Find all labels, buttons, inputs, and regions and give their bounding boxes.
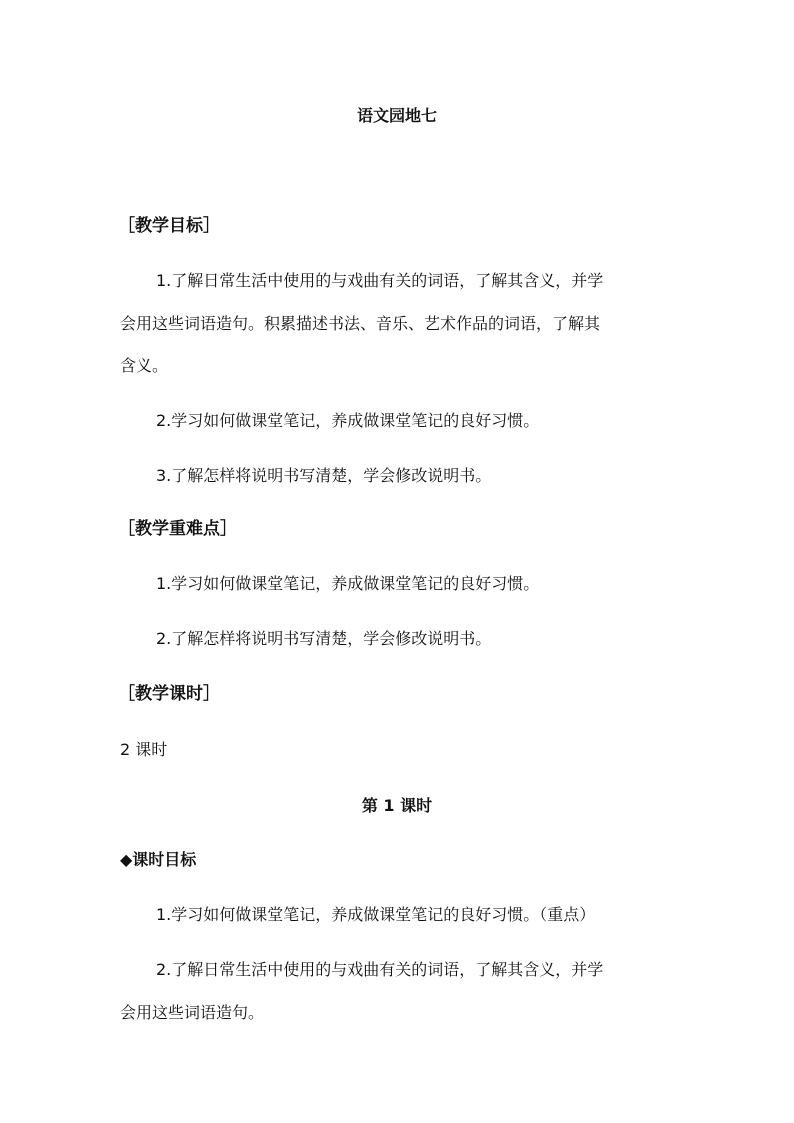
- goal-item-1-line-3: 含义。: [120, 356, 169, 375]
- goal-item-3: 3.了解怎样将说明书写清楚，学会修改说明书。: [156, 466, 492, 485]
- lesson-objective-2-line-1: 2.了解日常生活中使用的与戏曲有关的词语，了解其含义，并学: [156, 960, 604, 979]
- section-heading-goals: ［教学目标］: [118, 216, 220, 236]
- section-heading-periods: ［教学课时］: [118, 684, 220, 704]
- goal-item-2: 2.学习如何做课堂笔记，养成做课堂笔记的良好习惯。: [156, 411, 540, 430]
- goal-item-1-line-2: 会用这些词语造句。积累描述书法、音乐、艺术作品的词语，了解其: [120, 314, 601, 333]
- section-heading-key-points: ［教学重难点］: [118, 519, 237, 539]
- lesson-objective-1: 1.学习如何做课堂笔记，养成做课堂笔记的良好习惯。（重点）: [156, 905, 596, 924]
- lesson-1-title: 第 1 课时: [361, 796, 433, 815]
- lesson-objective-2-line-2: 会用这些词语造句。: [120, 1003, 265, 1022]
- goal-item-1-line-1: 1.了解日常生活中使用的与戏曲有关的词语，了解其含义，并学: [156, 271, 604, 290]
- key-point-item-1: 1.学习如何做课堂笔记，养成做课堂笔记的良好习惯。: [156, 574, 540, 593]
- key-point-item-2: 2.了解怎样将说明书写清楚，学会修改说明书。: [156, 629, 492, 648]
- document-title: 语文园地七: [356, 106, 437, 125]
- periods-value: 2 课时: [120, 740, 168, 759]
- lesson-objectives-heading: ◆课时目标: [120, 850, 197, 869]
